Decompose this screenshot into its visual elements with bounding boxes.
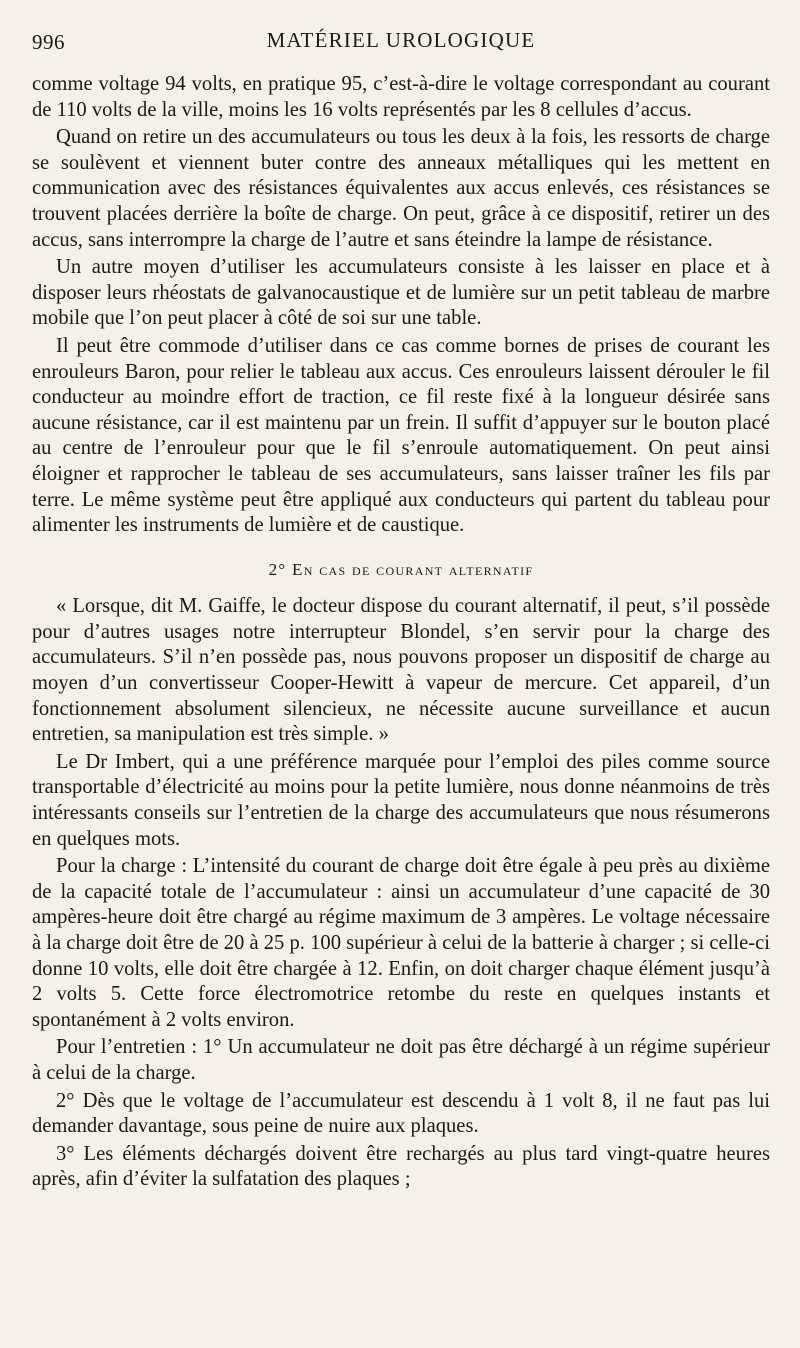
running-title: MATÉRIEL UROLOGIQUE bbox=[266, 28, 536, 52]
paragraph: Quand on retire un des accumulateurs ou tous les deux à la fois, les ressorts de charge se soulèvent et viennent buter contre des anneaux métalliques qui les mettent en communication avec des résistances équivalentes aux accus enlevés, ces résistances se trouvent placées derrière la boîte de charge. On peut, grâce à ce dispositif, retirer un des accus, sans interrompre la charge de l’autre et sans éteindre la lampe de résistance. bbox=[32, 126, 770, 251]
page-number: 996 bbox=[32, 30, 65, 54]
paragraph: Un autre moyen d’utiliser les accumulateurs consiste à les laisser en place et à disposer leurs rhéostats de galvanocaustique et de lumière sur un petit tableau de marbre mobile que l’on peut placer à côté de soi sur une table. bbox=[32, 256, 770, 330]
paragraph: « Lorsque, dit M. Gaiffe, le docteur dispose du courant alternatif, il peut, s’il possède pour d’autres usages notre interrupteur Blondel, s’en servir pour la charge des accumulateurs. S’il n’en possède pas, nous pouvons proposer un dispositif de charge au moyen d’un convertisseur Cooper-Hewitt à vapeur de mercure. Cet appareil, d’un fonctionnement absolument silencieux, ne nécessite aucune surveillance et aucun entretien, sa manipulation est très simple. » bbox=[32, 595, 770, 746]
paragraph: Il peut être commode d’utiliser dans ce cas comme bornes de prises de courant les enrouleurs Baron, pour relier le tableau aux accus. Ces enrouleurs laissent dérouler le fil conducteur au moindre effort de traction, ce fil reste fixé à la longueur désirée sans aucune résistance, car il est maintenu par un frein. Il suffit d’appuyer sur le bouton placé au centre de l’enrouleur pour que le fil s’enroule automatiquement. On peut ainsi éloigner et rapprocher le tableau de ses accumulateurs, sans laisser traîner les fils par terre. Le même système peut être appliqué aux conducteurs qui partent du tableau pour alimenter les instruments de lumière et de caustique. bbox=[32, 334, 770, 537]
body-text bbox=[32, 72, 770, 1193]
paragraph: Pour l’entretien : 1° Un accumulateur ne doit pas être déchargé à un régime supérieur à celui de la charge. bbox=[32, 1036, 770, 1084]
section-subheading: 2° En cas de courant alternatif bbox=[268, 559, 534, 579]
page-header bbox=[32, 22, 770, 58]
paragraph: Le Dr Imbert, qui a une préférence marquée pour l’emploi des piles comme source transportable d’électricité au moins pour la petite lumière, nous donne néanmoins de très intéressants conseils sur l’entretien de la charge des accumulateurs que nous résumerons en quelques mots. bbox=[32, 750, 770, 850]
paragraph: comme voltage 94 volts, en pratique 95, c’est-à-dire le voltage correspondant au courant de 110 volts de la ville, moins les 16 volts représentés par les 8 cellules d’accus. bbox=[32, 73, 770, 121]
paragraph: Pour la charge : L’intensité du courant de charge doit être égale à peu près au dixième de la capacité totale de l’accumulateur : ainsi un accumulateur d’une capacité de 30 ampères-heure doit être chargé au régime maximum de 3 ampères. Le voltage nécessaire à la charge doit être de 20 à 25 p. 100 supérieur à celui de la batterie à charger ; si celle-ci donne 10 volts, elle doit être chargée à 12. Enfin, on doit charger chaque élément jusqu’à 2 volts 5. Cette force électromotrice retombe du reste en quelques instants et spontanément à 2 volts environ. bbox=[32, 855, 770, 1031]
paragraph: 2° Dès que le voltage de l’accumulateur est descendu à 1 volt 8, il ne faut pas lui demander davantage, sous peine de nuire aux plaques. bbox=[32, 1089, 770, 1138]
paragraph: 3° Les éléments déchargés doivent être rechargés au plus tard vingt-quatre heures après, afin d’éviter la sulfatation des plaques ; bbox=[32, 1142, 770, 1191]
